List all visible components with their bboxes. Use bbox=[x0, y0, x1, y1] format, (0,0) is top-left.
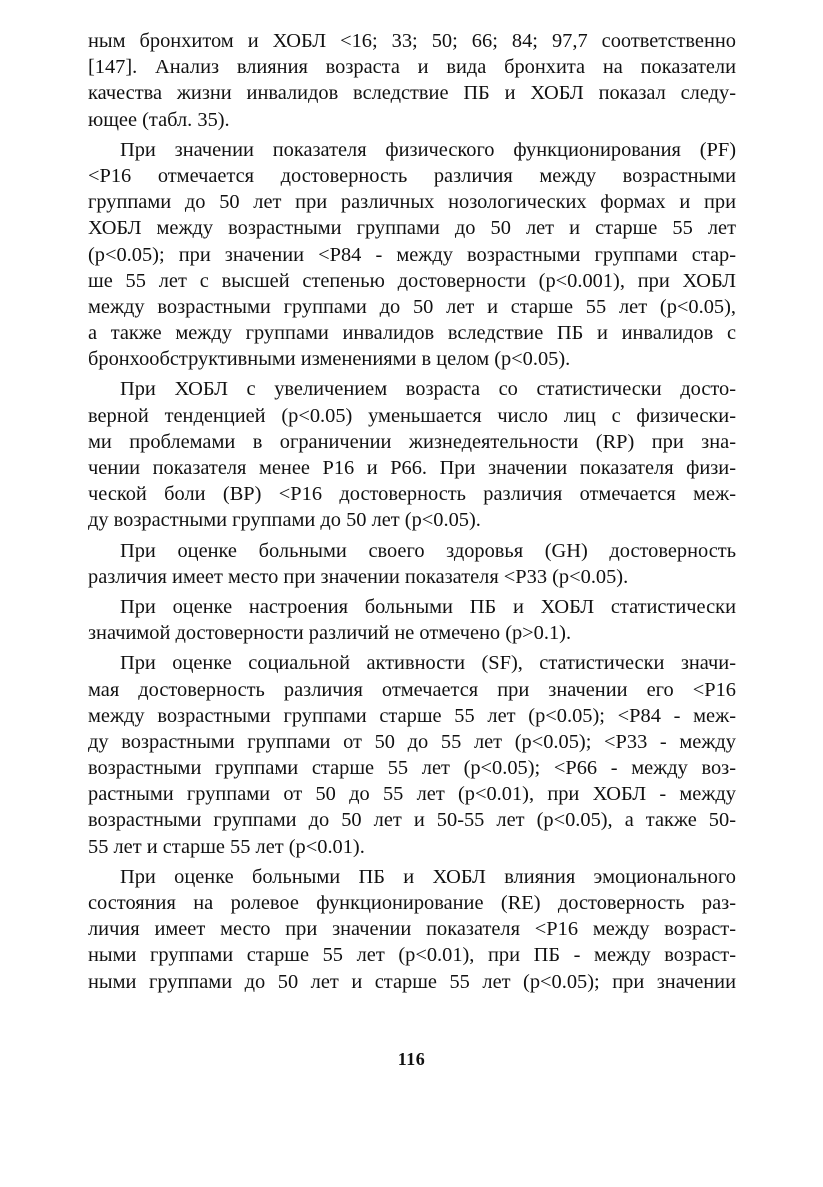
text-line: ХОБЛ между возрастными группами до 50 лет и старше 55 лет bbox=[88, 217, 736, 240]
text-line: мая достоверность различия отмечается при значении его <Р16 bbox=[88, 678, 736, 701]
text-line: между возрастными группами до 50 лет и старше 55 лет (p<0.05), bbox=[88, 295, 736, 318]
text-line: качества жизни инвалидов вследствие ПБ и ХОБЛ показал следу- bbox=[88, 82, 736, 105]
text-line: ше 55 лет с высшей степенью достоверности (p<0.001), при ХОБЛ bbox=[88, 269, 736, 292]
text-line: возрастными группами старше 55 лет (p<0.05); <Р66 - между воз- bbox=[88, 757, 736, 780]
page-body bbox=[88, 28, 736, 995]
paragraph-4 bbox=[88, 538, 736, 590]
text-line: ным бронхитом и ХОБЛ <16; 33; 50; 66; 84; 97,7 соответственно bbox=[88, 30, 736, 52]
text-line: ными группами до 50 лет и старше 55 лет (p<0.05); при значении bbox=[88, 970, 736, 993]
text-line: ющее (табл. 35). bbox=[88, 108, 230, 131]
paragraph-2 bbox=[88, 137, 736, 373]
paragraph-3 bbox=[88, 376, 736, 533]
text-line: личия имеет место при значении показателя <Р16 между возраст- bbox=[88, 918, 736, 941]
text-line: 55 лет и старше 55 лет (p<0.01). bbox=[88, 835, 365, 858]
text-line: состояния на ролевое функционирование (RE) достоверность раз- bbox=[88, 892, 736, 914]
paragraph-6 bbox=[88, 650, 736, 860]
text-line: При значении показателя физического функционирования (PF) bbox=[120, 138, 736, 161]
text-line: <Р16 отмечается достоверность различия между возрастными bbox=[88, 164, 736, 187]
text-line: ческой боли (BP) <Р16 достоверность различия отмечается меж- bbox=[88, 483, 736, 506]
text-line: растными группами от 50 до 55 лет (p<0.01), при ХОБЛ - между bbox=[88, 783, 736, 806]
text-line: верной тенденцией (p<0.05) уменьшается число лиц с физически- bbox=[88, 404, 736, 427]
text-line: чении показателя менее Р16 и Р66. При значении показателя физи- bbox=[88, 457, 736, 479]
paragraph-7 bbox=[88, 864, 736, 995]
text-line: При оценке больными ПБ и ХОБЛ влияния эмоционального bbox=[120, 865, 736, 888]
text-line: группами до 50 лет при различных нозологических формах и при bbox=[88, 191, 736, 214]
text-line: (p<0.05); при значении <Р84 - между возрастными группами стар- bbox=[88, 243, 736, 266]
text-line: ными группами старше 55 лет (p<0.01), при ПБ - между возраст- bbox=[88, 944, 736, 967]
text-line: между возрастными группами старше 55 лет (p<0.05); <Р84 - меж- bbox=[88, 704, 736, 727]
text-line: ми проблемами в ограничении жизнедеятельности (RP) при зна- bbox=[88, 430, 736, 453]
text-line: различия имеет место при значении показателя <Р33 (p<0.05). bbox=[88, 565, 629, 588]
text-line: ду возрастными группами от 50 до 55 лет (p<0.05); <Р33 - между bbox=[88, 730, 736, 753]
text-line: [147]. Анализ влияния возраста и вида бронхита на показатели bbox=[88, 56, 736, 79]
paragraph-5 bbox=[88, 594, 736, 646]
text-line: При ХОБЛ с увеличением возраста со статистически досто- bbox=[120, 378, 736, 401]
text-line: бронхообструктивными изменениями в целом (p<0.05). bbox=[88, 348, 571, 371]
text-line: При оценке социальной активности (SF), статистически значи- bbox=[120, 652, 736, 675]
text-line: а также между группами инвалидов вследствие ПБ и инвалидов с bbox=[88, 322, 736, 345]
paragraph-1 bbox=[88, 28, 736, 133]
text-line: возрастными группами до 50 лет и 50-55 лет (p<0.05), а также 50- bbox=[88, 809, 736, 832]
page-number: 116 bbox=[397, 1049, 426, 1069]
text-line: значимой достоверности различий не отмечено (p>0.1). bbox=[88, 622, 572, 645]
text-line: При оценке настроения больными ПБ и ХОБЛ статистически bbox=[120, 595, 736, 618]
text-line: ду возрастными группами до 50 лет (p<0.05). bbox=[88, 509, 481, 532]
text-line: При оценке больными своего здоровья (GH) достоверность bbox=[120, 539, 736, 562]
